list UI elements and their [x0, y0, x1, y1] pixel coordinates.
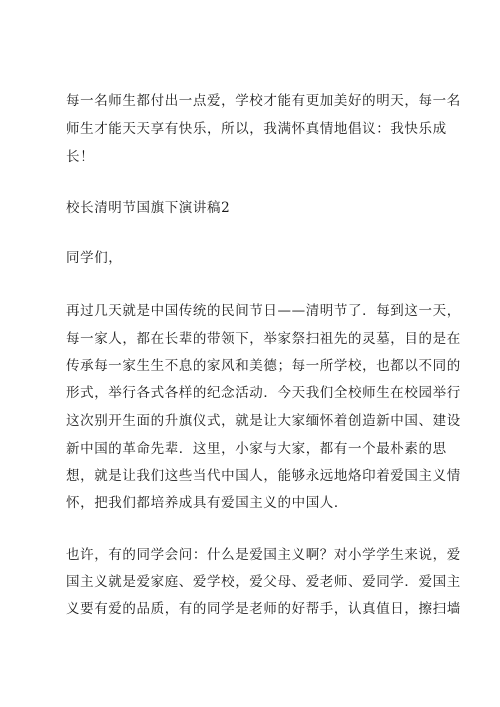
paragraph-2-line-4: 形式，举行各式各样的纪念活动．今天我们全校师生在校园举行 [66, 385, 461, 401]
paragraph-2-line-3: 传承每一家生生不息的家风和美德；每一所学校，也都以不同的 [66, 358, 461, 374]
paragraph-3-line-1: 也许，有的同学会问：什么是爱国主义啊？对小学学生来说，爱 [66, 547, 461, 563]
paragraph-2-line-7: 想，就是让我们这些当代中国人，能够永远地烙印着爱国主义情 [66, 468, 461, 484]
salutation: 同学们， [66, 250, 123, 266]
paragraph-2-line-6: 新中国的革命先辈．这里，小家与大家，都有一个最朴素的思 [66, 441, 447, 457]
paragraph-3-line-2: 国主义就是爱家庭、爱学校，爱父母、爱老师、爱同学．爱国主 [66, 574, 461, 590]
section-heading: 校长清明节国旗下演讲稿2 [66, 200, 231, 216]
paragraph-2-line-8: 怀，把我们都培养成具有爱国主义的中国人． [66, 495, 348, 511]
paragraph-2-line-2: 每一家人，都在长辈的带领下，举家祭扫祖先的灵墓，目的是在 [66, 331, 461, 347]
paragraph-2-line-5: 这次别开生面的升旗仪式，就是让大家缅怀着创造新中国、建设 [66, 413, 461, 429]
paragraph-3-line-3: 义要有爱的品质，有的同学是老师的好帮手，认真值日，擦扫墙 [66, 601, 461, 617]
paragraph-1-line-2: 师生才能天天享有快乐，所以，我满怀真情地倡议：我快乐成 [66, 121, 447, 137]
paragraph-1-line-1: 每一名师生都付出一点爱，学校才能有更加美好的明天，每一名 [66, 93, 461, 109]
paragraph-1-line-3: 长！ [66, 149, 95, 165]
paragraph-2-line-1: 再过几天就是中国传统的民间节日——清明节了．每到这一天， [66, 303, 461, 319]
